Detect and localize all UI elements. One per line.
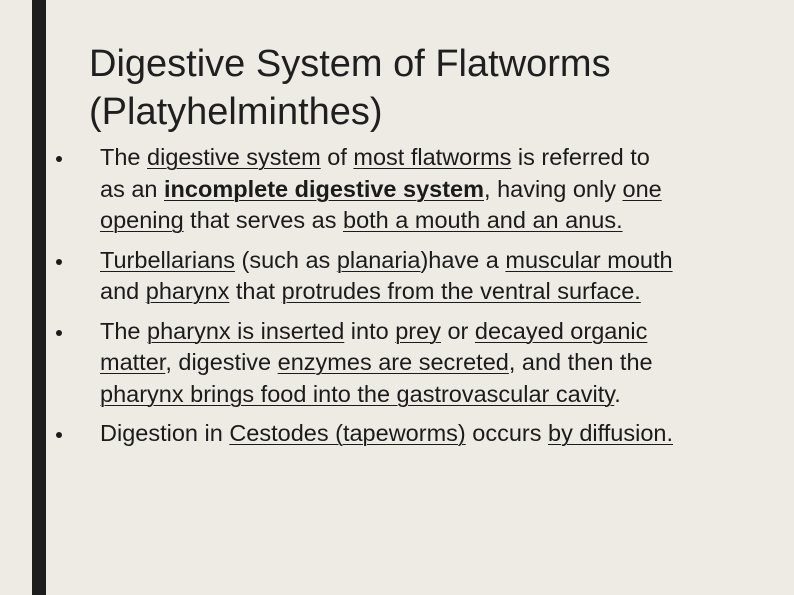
bullet-text: , and then the [508, 349, 653, 375]
bullet-line [100, 245, 790, 277]
underlined-term: digestive system [147, 144, 321, 170]
bullet-line [100, 316, 790, 348]
underlined-term: enzymes are secreted [277, 349, 509, 375]
underlined-term: protrudes from the ventral surface. [281, 278, 641, 304]
underlined-term: both a mouth and an anus. [343, 207, 623, 233]
bullet-line [100, 142, 790, 174]
underlined-term: pharynx [145, 278, 230, 304]
bullet-text: (such as [234, 246, 337, 273]
underlined-term: pharynx brings food into the gastrovascular cavity [100, 380, 615, 407]
bullet-item [100, 142, 790, 237]
bullet-dot-icon [56, 259, 62, 265]
bullet-text: is referred to [511, 144, 650, 170]
bullet-list [100, 142, 790, 458]
slide-title [89, 40, 769, 136]
bullet-text: into [344, 317, 396, 344]
bullet-text: and [100, 278, 146, 304]
slide-accent-bar [32, 0, 46, 595]
bullet-text: )have a [420, 246, 506, 273]
underlined-term: most flatworms [353, 144, 512, 170]
underlined-term: muscular mouth [505, 246, 673, 273]
bullet-line [100, 347, 790, 379]
slide-title-line-1: Digestive System of Flatworms [89, 43, 611, 85]
bullet-item [100, 316, 790, 411]
bullet-line [100, 205, 790, 237]
bullet-text: that serves as [183, 207, 343, 233]
bullet-dot-icon [56, 330, 62, 336]
bullet-text: , digestive [165, 349, 278, 375]
bullet-item [100, 245, 790, 308]
underlined-term: opening [100, 207, 184, 233]
underlined-term: Turbellarians [100, 246, 235, 273]
underlined-term: prey [395, 317, 441, 344]
slide-title-line-2: (Platyhelminthes) [89, 91, 383, 133]
bullet-text: occurs [465, 420, 548, 446]
bullet-text: Digestion in [100, 420, 230, 446]
bullet-text: . [614, 380, 621, 407]
underlined-term: pharynx is inserted [147, 317, 345, 344]
bullet-item [100, 418, 790, 450]
bullet-text: that [229, 278, 282, 304]
bullet-text: , having only [484, 175, 623, 202]
bullet-line [100, 379, 790, 411]
bullet-dot-icon [56, 432, 62, 438]
bullet-line [100, 276, 790, 308]
bullet-text: as an [100, 175, 165, 202]
underlined-term: Cestodes (tapeworms) [229, 420, 466, 446]
bullet-text: The [100, 144, 148, 170]
bullet-text: of [320, 144, 354, 170]
underlined-term: decayed organic [474, 317, 648, 344]
bullet-dot-icon [56, 156, 62, 162]
bullet-text: The [100, 317, 148, 344]
underlined-term: one [622, 175, 662, 202]
underlined-term: incomplete digestive system [164, 175, 485, 202]
bullet-text: or [440, 317, 475, 344]
underlined-term: planaria [336, 246, 421, 273]
underlined-term: by diffusion. [548, 420, 673, 446]
underlined-term: matter [100, 349, 166, 375]
bullet-line [100, 174, 790, 206]
bullet-line [100, 418, 790, 450]
